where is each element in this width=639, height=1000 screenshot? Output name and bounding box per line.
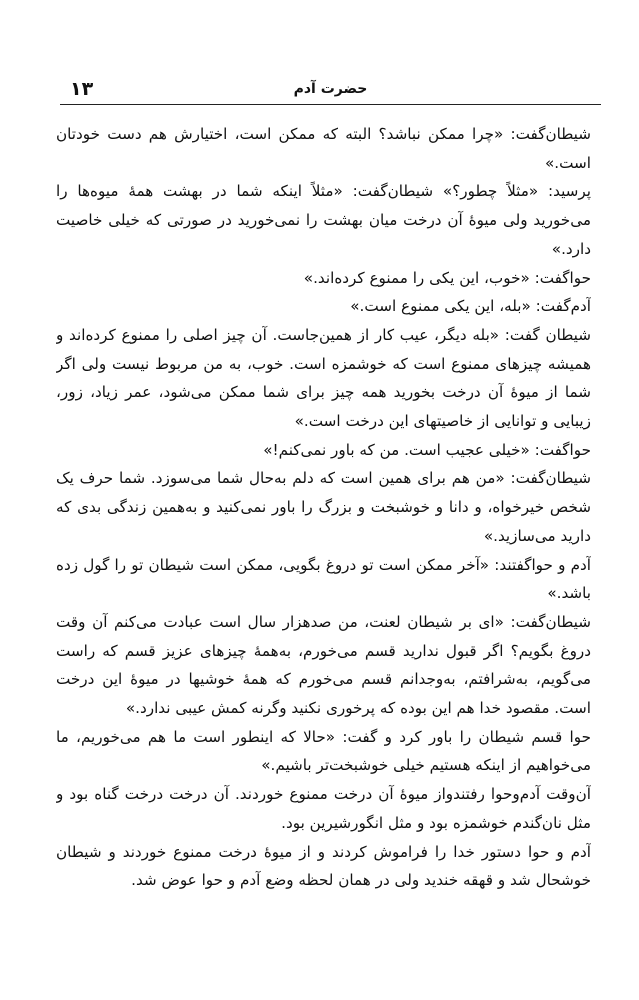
paragraph-text: «من هم برای همین است که دلم به‌حال شما می‌سوزد. شما حرف یک شخص خیرخواه، و دانا و خوشبخت و بزرگ را باور نمی‌کنید و به‌همین زندگی بدی که دارید می‌سازید.» (56, 469, 591, 545)
body-text (56, 120, 591, 976)
paragraph (56, 264, 591, 293)
speaker-label: شیطان گفت: (504, 325, 591, 344)
speaker-label: حواگفت: (534, 268, 591, 287)
paragraph (56, 608, 591, 723)
paragraph-text: «آخر ممکن است تو دروغ بگویی، ممکن است شیطان تو را گول زده باشد.» (56, 555, 591, 603)
speaker-label: شیطان‌گفت: (510, 612, 591, 631)
speaker-label: پرسید: (547, 182, 591, 201)
paragraph (56, 780, 591, 837)
paragraph-text: حوا قسم شیطان را باور کرد و گفت: «حالا که اینطور است ما هم می‌خوریم، ما می‌خواهیم از اینکه هستیم خیلی خوشبخت‌تر باشیم.» (56, 727, 591, 775)
paragraph-text: «ای بر شیطان لعنت، من صدهزار سال است عبادت می‌کنم آن وقت دروغ بگویم؟ اگر قبول ندارید قسم می‌خورم، به‌همهٔ چیزهای عزیز قسم که راست می‌گویم، به‌شرافتم، به‌وجدانم قسم می‌خورم که همهٔ خوشیها در میوهٔ این درخت است. مقصود خدا هم این بوده که پرخوری نکنید وگرنه کمش عیبی ندارد.» (56, 612, 591, 718)
paragraph (56, 551, 591, 608)
page-number: ۱۳ (70, 78, 94, 100)
paragraph-text: آدم و حوا دستور خدا را فراموش کردند و از میوهٔ درخت ممنوع خوردند و شیطان خوشحال شد و قهقه خندید ولی در همان لحظه وضع آدم و حوا عوض شد. (56, 842, 591, 890)
paragraph-text: «بله، این یکی ممنوع است.» (350, 297, 536, 316)
paragraph-text: «خوب، این یکی را ممنوع کرده‌اند.» (303, 268, 535, 287)
paragraph (56, 436, 591, 465)
paragraph (56, 464, 591, 550)
paragraph (56, 838, 591, 895)
page-header (60, 68, 601, 105)
paragraph (56, 292, 591, 321)
running-title: حضرت آدم (293, 81, 368, 97)
paragraph-text: «بله دیگر، عیب کار از همین‌جاست. آن چیز اصلی را ممنوع کرده‌اند و همیشه چیزهای ممنوع است که خوشمزه است. خوب، به من مربوط نیست ولی اگر شما از میوهٔ آن درخت بخورید همه چیز برای شما ممکن می‌شود، عمر زیاد، زور، زیبایی و توانایی از خاصیتهای این درخت است.» (56, 325, 591, 431)
paragraph-text: «مثلاً چطور؟» شیطان‌گفت: «مثلاً اینکه شما در بهشت همهٔ میوه‌ها را می‌خورید ولی میوهٔ آن درخت میان بهشت را نمی‌خورید در صورتی که خیلی خاصیت دارد.» (56, 182, 591, 258)
paragraph-text: «چرا ممکن نباشد؟ البته که ممکن است، اختیارش هم دست خودتان است.» (56, 125, 591, 172)
speaker-label: آدم و حواگفتند: (494, 555, 591, 574)
speaker-label: شیطان‌گفت: (510, 125, 591, 143)
paragraph (56, 723, 591, 780)
paragraph-text: «خیلی عجیب است. من که باور نمی‌کنم!» (263, 440, 535, 459)
paragraph (56, 177, 591, 263)
paragraph-text: آن‌وقت آدم‌وحوا رفتندواز میوهٔ آن درخت ممنوع خوردند. آن درخت درخت گناه بود و مثل نان‌گندم خوشمزه بود و مثل انگورشیرین بود. (56, 785, 591, 832)
paragraph (56, 321, 591, 436)
speaker-label: شیطان‌گفت: (510, 469, 591, 488)
speaker-label: آدم‌گفت: (535, 297, 591, 316)
speaker-label: حواگفت: (534, 440, 591, 459)
paragraph (56, 120, 591, 177)
